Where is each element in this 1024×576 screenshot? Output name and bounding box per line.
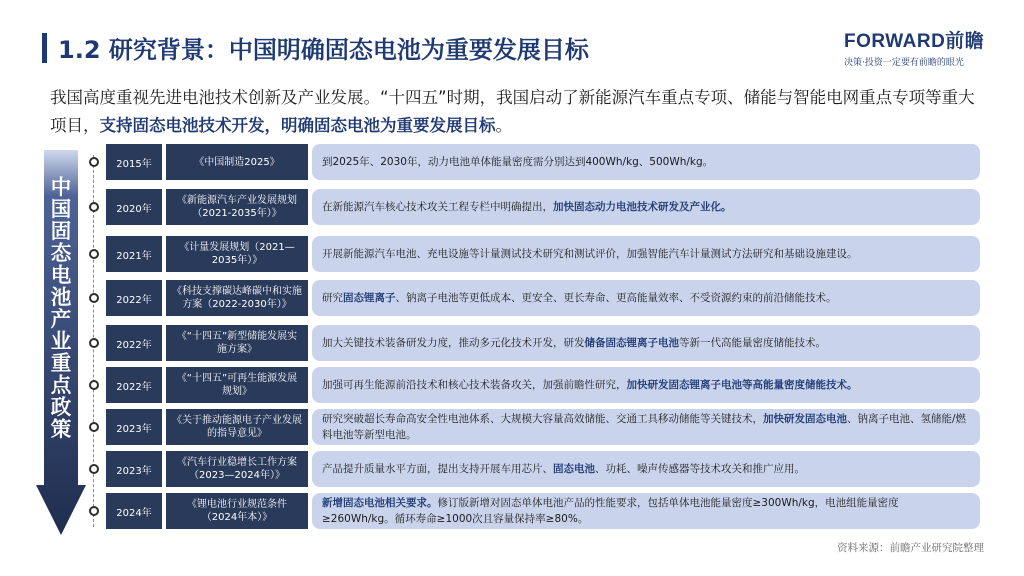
desc-highlight: 加快固态动力电池技术研发及产业化。 <box>553 201 732 213</box>
sidebar-label-char: 固 <box>50 219 72 243</box>
timeline-dot <box>89 249 99 259</box>
desc-text: 加强可再生能源前沿技术和核心技术装备攻关，加强前瞻性研究， <box>322 379 627 391</box>
page-title: 1.2 研究背景：中国明确固态电池为重要发展目标 <box>58 36 589 64</box>
sidebar-label-char: 电 <box>50 263 72 287</box>
logo-tagline: 决策·投资一定要有前瞻的眼光 <box>844 58 964 68</box>
desc-highlight: 加快研发固态电池 <box>763 413 847 425</box>
sidebar-label-char: 态 <box>50 241 72 265</box>
logo-text: FORWARD前瞻 <box>844 31 985 52</box>
desc-text: 修订版新增对固态单体电池产品的性能要求，包括单体电池能量密度≥300Wh/kg，电池组能量密度≥260Wh/kg。循环寿命≥1000次且容量保持率≥80%。 <box>322 497 899 525</box>
policy-description <box>312 409 980 445</box>
policy-description <box>312 144 980 180</box>
policy-year: 2023年 <box>106 409 162 445</box>
policy-name: 《锂电池行业规范条件（2024年本）》 <box>166 493 308 529</box>
policy-year: 2024年 <box>106 493 162 529</box>
timeline-dot <box>89 422 99 432</box>
sidebar-label-char: 业 <box>50 329 72 353</box>
sidebar-label-char: 国 <box>50 197 72 221</box>
sidebar-label-char: 策 <box>50 417 72 441</box>
desc-highlight: 固态电池 <box>553 463 595 475</box>
desc-text: 开展新能源汽车电池、充电设施等计量测试技术研究和测试评价，加强智能汽车计量测试方法研究和基础设施建设。 <box>322 248 858 260</box>
policy-year: 2015年 <box>106 144 162 180</box>
desc-highlight: 储备固态锂离子电池 <box>584 337 679 349</box>
desc-highlight: 固态锂离子 <box>343 292 396 304</box>
timeline-dot <box>89 464 99 474</box>
sidebar-label <box>44 176 78 440</box>
brand-logo <box>844 26 984 68</box>
policy-year: 2022年 <box>106 325 162 361</box>
policy-year: 2020年 <box>106 189 162 225</box>
desc-text: 、功耗、噪声传感器等技术攻关和推广应用。 <box>595 463 805 475</box>
intro-paragraph <box>50 84 980 140</box>
policy-row <box>88 280 980 316</box>
policy-row <box>88 451 980 487</box>
policy-description <box>312 451 980 487</box>
desc-text: 研究突破超长寿命高安全性电池体系、大规模大容量高效储能、交通工具移动储能等关键技术， <box>322 413 763 425</box>
policy-row <box>88 367 980 403</box>
policy-row <box>88 493 980 529</box>
policy-description <box>312 493 980 529</box>
intro-text-part1: 我国高度重视先进电池技术创新及产业发展。“十四五”时期，我国启动了新能源汽车重点专项、储能与智能电网重点专项等重大项目， <box>50 88 975 135</box>
sidebar-label-char: 政 <box>50 395 72 419</box>
policy-name: 《科技支撑碳达峰碳中和实施方案（2022-2030年）》 <box>166 280 308 316</box>
policy-row <box>88 144 980 180</box>
policy-description <box>312 325 980 361</box>
policy-name: 《“十四五”可再生能源发展规划》 <box>166 367 308 403</box>
sidebar-label-char: 点 <box>50 373 72 397</box>
desc-text: 研究 <box>322 292 343 304</box>
timeline-dot <box>89 293 99 303</box>
policy-description <box>312 236 980 272</box>
title-accent-bar <box>42 33 47 63</box>
policy-row <box>88 409 980 445</box>
policy-year: 2022年 <box>106 280 162 316</box>
timeline-dot <box>89 202 99 212</box>
policy-description <box>312 189 980 225</box>
timeline-dot <box>89 157 99 167</box>
timeline-dot <box>89 380 99 390</box>
policy-name: 《“十四五”新型储能发展实施方案》 <box>166 325 308 361</box>
intro-text-part2: 。 <box>495 116 512 135</box>
desc-highlight: 加快研发固态锂离子电池等高能量密度储能技术。 <box>626 379 858 391</box>
policy-year: 2023年 <box>106 451 162 487</box>
desc-text: 、钠离子电池、氢储能/燃料电池等新型电池。 <box>322 413 967 441</box>
policy-name: 《计量发展规划（2021—2035年）》 <box>166 236 308 272</box>
source-note: 资料来源：前瞻产业研究院整理 <box>837 542 984 554</box>
policy-row <box>88 325 980 361</box>
policy-row <box>88 189 980 225</box>
policy-description <box>312 280 980 316</box>
desc-text: 加大关键技术装备研发力度，推动多元化技术开发，研发 <box>322 337 585 349</box>
desc-text: 、钠离子电池等更低成本、更安全、更长寿命、更高能量效率、不受资源约束的前沿储能技术。 <box>395 292 837 304</box>
policy-name: 《新能源汽车产业发展规划（2021-2035年）》 <box>166 189 308 225</box>
policy-row <box>88 236 980 272</box>
desc-text: 产品提升质量水平方面，提出支持开展车用芯片、 <box>322 463 553 475</box>
desc-highlight: 新增固态电池相关要求。 <box>322 497 438 509</box>
policy-year: 2021年 <box>106 236 162 272</box>
desc-text: 到2025年、2030年，动力电池单体能量密度需分别达到400Wh/kg、500Wh/kg。 <box>322 156 714 168</box>
sidebar-label-char: 池 <box>50 285 72 309</box>
policy-name: 《关于推动能源电子产业发展的指导意见》 <box>166 409 308 445</box>
policy-description <box>312 367 980 403</box>
policy-year: 2022年 <box>106 367 162 403</box>
sidebar-label-char: 重 <box>50 351 72 375</box>
policy-name: 《中国制造2025》 <box>166 144 308 180</box>
desc-text: 等新一代高能量密度储能技术。 <box>679 337 826 349</box>
desc-text: 在新能源汽车核心技术攻关工程专栏中明确提出， <box>322 201 553 213</box>
timeline-dot <box>89 338 99 348</box>
sidebar-label-char: 产 <box>50 307 72 331</box>
intro-highlight: 支持固态电池技术开发，明确固态电池为重要发展目标 <box>99 116 496 135</box>
timeline-dot <box>89 506 99 516</box>
policy-name: 《汽车行业稳增长工作方案（2023—2024年）》 <box>166 451 308 487</box>
sidebar-label-char: 中 <box>50 175 72 199</box>
